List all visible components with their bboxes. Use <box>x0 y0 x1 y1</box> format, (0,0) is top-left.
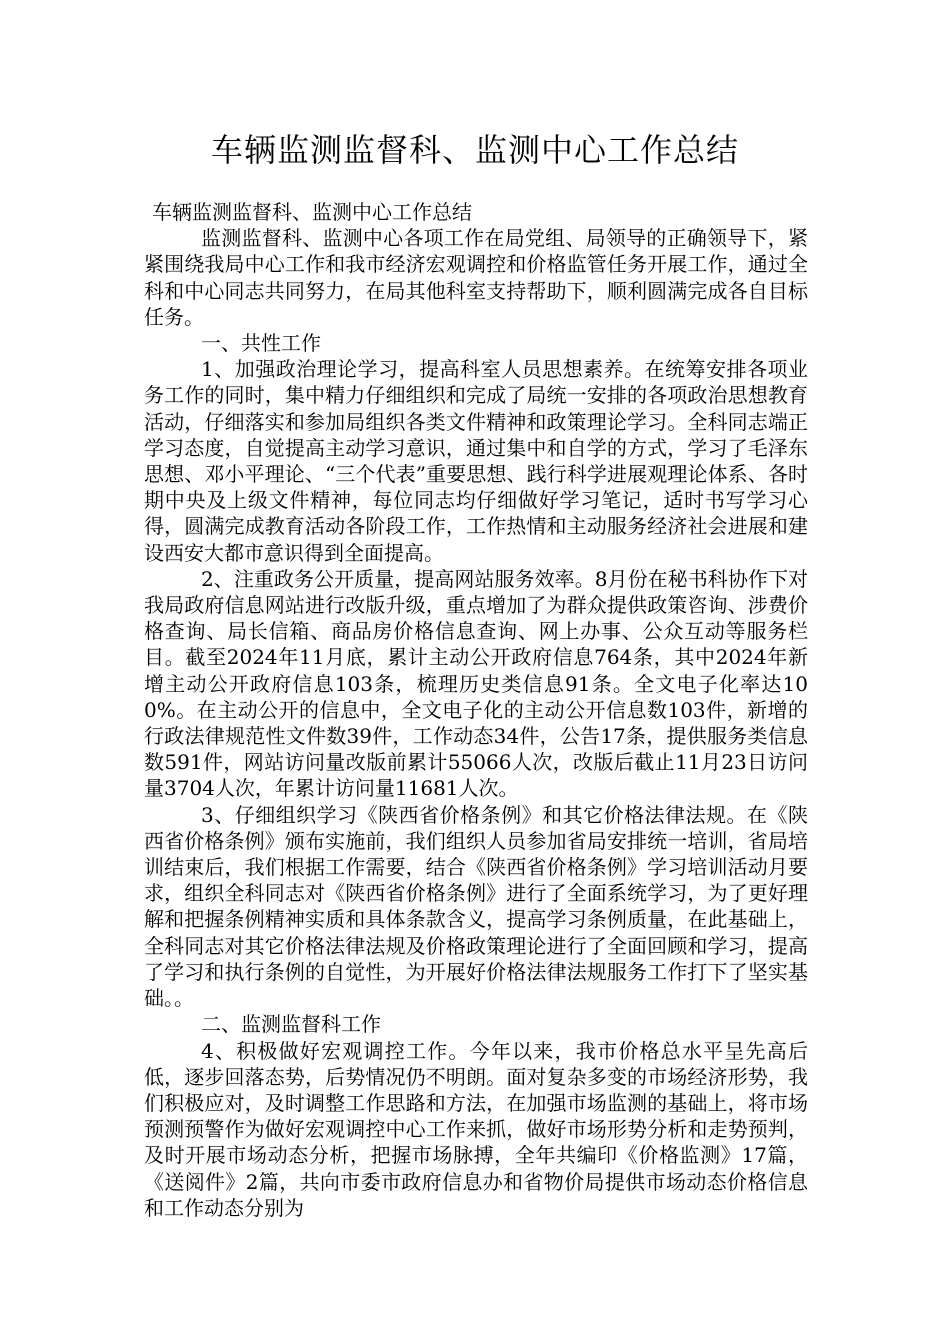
paragraph-political-study: 1、加强政治理论学习，提高科室人员思想素养。在统筹安排各项业务工作的同时，集中精力仔细组织和完成了局统一安排的各项政治思想教育活动，仔细落实和参加局组织各类文件精神和政策理论学习。全科同志端正学习态度，自觉提高主动学习意识，通过集中和自学的方式，学习了毛泽东思想、邓小平理论、“三个代表”重要思想、践行科学进展观理论体系、各时期中央及上级文件精神，每位同志均仔细做好学习笔记，适时书写学习心得，圆满完成教育活动各阶段工作，工作热情和主动服务经济社会进展和建设西安大都市意识得到全面提高。 <box>144 357 808 565</box>
paragraph-government-disclosure: 2、注重政务公开质量，提高网站服务效率。8月份在秘书科协作下对我局政府信息网站进行改版升级，重点增加了为群众提供政策咨询、涉费价格查询、局长信箱、商品房价格信息查询、网上办事、公众互动等服务栏目。截至2024年11月底，累计主动公开政府信息764条，其中2024年新增主动公开政府信息103条，梳理历史类信息91条。全文电子化率达100%。在主动公开的信息中，全文电子化的主动公开信息数103件，新增的行政法律规范性文件数39件，工作动态34件，公告17条，提供服务类信息数591件，网站访问量改版前累计55066人次，改版后截止11月23日访问量3704人次，年累计访问量11681人次。 <box>144 566 808 801</box>
document-body <box>144 199 808 1221</box>
paragraph-price-regulation-study: 3、仔细组织学习《陕西省价格条例》和其它价格法律法规。在《陕西省价格条例》颁布实施前，我们组织人员参加省局安排统一培训，省局培训结束后，我们根据工作需要，结合《陕西省价格条例》学习培训活动月要求，组织全科同志对《陕西省价格条例》进行了全面系统学习，为了更好理解和把握条例精神实质和具体条款含义，提高学习条例质量，在此基础上，全科同志对其它价格法律法规及价格政策理论进行了全面回顾和学习，提高了学习和执行条例的自觉性，为开展好价格法律法规服务工作打下了坚实基础。。 <box>144 802 808 1011</box>
section-heading-monitoring-work: 二、监测监督科工作 <box>201 1012 381 1037</box>
document-title: 车辆监测监督科、监测中心工作总结 <box>210 131 739 169</box>
section-heading-common-work: 一、共性工作 <box>201 331 321 356</box>
document-subtitle: 车辆监测监督科、监测中心工作总结 <box>152 200 472 224</box>
paragraph-macro-control: 4、积极做好宏观调控工作。今年以来，我市价格总水平呈先高后低，逐步回落态势，后势情况仍不明朗。面对复杂多变的市场经济形势，我们积极应对，及时调整工作思路和方法，在加强市场监测的基础上，将市场预测预警作为做好宏观调控中心工作来抓，做好市场形势分析和走势预判，及时开展市场动态分析，把握市场脉搏，全年共编印《价格监测》17篇，《送阅件》2篇，共向市委市政府信息办和省物价局提供市场动态价格信息和工作动态分别为 <box>144 1038 808 1220</box>
intro-paragraph: 监测监督科、监测中心各项工作在局党组、局领导的正确领导下，紧紧围绕我局中心工作和我市经济宏观调控和价格监管任务开展工作，通过全科和中心同志共同努力，在局其他科室支持帮助下，顺利圆满完成各自目标任务。 <box>144 226 808 329</box>
